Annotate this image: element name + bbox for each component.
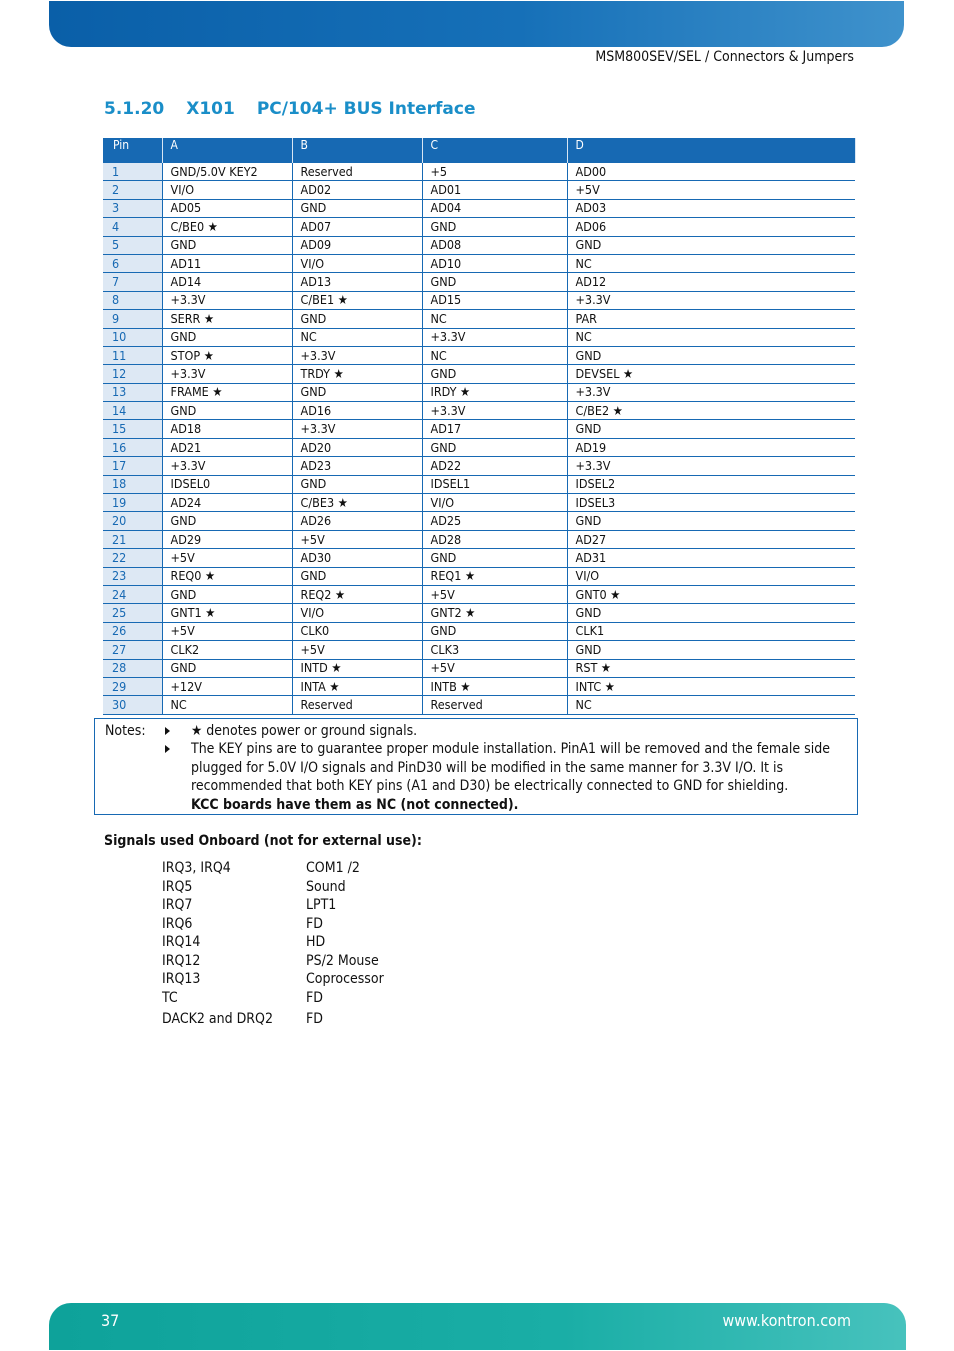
signal-cell: GND [292, 383, 422, 401]
signal-cell: NC [292, 328, 422, 346]
signal-cell: GND [567, 236, 855, 254]
pin-number-cell: 22 [103, 549, 162, 567]
signal-cell: INTB ★ [422, 677, 567, 695]
signal-cell: STOP ★ [162, 346, 292, 364]
signal-cell: +3.3V [567, 457, 855, 475]
signal-cell: C/BE0 ★ [162, 218, 292, 236]
pin-number-cell: 4 [103, 218, 162, 236]
signal-cell: +5V [422, 659, 567, 677]
connector-id: X101 [186, 99, 235, 119]
signal-cell: RST ★ [567, 659, 855, 677]
signal-cell: SERR ★ [162, 310, 292, 328]
signal-usage: HD [306, 934, 326, 950]
pin-assignment-table [103, 138, 856, 715]
signal-cell: +5V [292, 641, 422, 659]
pin-number-cell: 21 [103, 530, 162, 548]
signal-cell: GND [162, 328, 292, 346]
signal-cell: VI/O [422, 494, 567, 512]
signal-row [162, 916, 384, 935]
signal-name: IRQ14 [162, 934, 201, 950]
signal-cell: +5 [422, 163, 567, 181]
table-row [103, 457, 855, 475]
signals-list [162, 860, 384, 1030]
pin-number-cell: 7 [103, 273, 162, 291]
signal-usage: PS/2 Mouse [306, 952, 379, 969]
signal-cell: GND [162, 402, 292, 420]
signal-cell: IRDY ★ [422, 383, 567, 401]
table-row [103, 604, 855, 622]
pin-number-cell: 23 [103, 567, 162, 585]
signal-cell: AD18 [162, 420, 292, 438]
pin-number-cell: 16 [103, 438, 162, 456]
signal-cell: GND [292, 310, 422, 328]
signal-cell: CLK2 [162, 641, 292, 659]
pin-number-cell: 5 [103, 236, 162, 254]
signal-cell: VI/O [292, 254, 422, 272]
signal-cell: Reserved [292, 696, 422, 714]
note-text-line: plugged for 5.0V I/O signals and PinD30 will be modified in the same manner for 3.3V I/O. It is [191, 759, 784, 776]
signal-cell: NC [567, 254, 855, 272]
signal-cell: GND [567, 641, 855, 659]
column-header-a: A [162, 138, 292, 163]
page-number: 37 [101, 1311, 120, 1330]
note-text-line: The KEY pins are to guarantee proper module installation. PinA1 will be removed and the female side [191, 741, 830, 757]
signal-cell: NC [422, 310, 567, 328]
signal-cell: AD10 [422, 254, 567, 272]
pin-number-cell: 27 [103, 641, 162, 659]
pin-number-cell: 17 [103, 457, 162, 475]
signal-cell: AD16 [292, 402, 422, 420]
signal-usage: COM1 /2 [306, 860, 360, 876]
signal-cell: GND [567, 512, 855, 530]
pin-number-cell: 10 [103, 328, 162, 346]
signal-cell: GND/5.0V KEY2 [162, 163, 292, 181]
signal-cell: AD21 [162, 438, 292, 456]
signal-cell: CLK1 [567, 622, 855, 640]
pin-number-cell: 1 [103, 163, 162, 181]
signal-cell: AD30 [292, 549, 422, 567]
column-header-d: D [567, 138, 855, 163]
column-header-pin: Pin [103, 138, 162, 163]
signal-cell: +5V [292, 530, 422, 548]
table-row [103, 254, 855, 272]
signal-cell: PAR [567, 310, 855, 328]
section-title: PC/104+ BUS Interface [256, 99, 476, 119]
signal-row [162, 897, 384, 916]
signal-cell: +3.3V [162, 457, 292, 475]
table-row [103, 328, 855, 346]
signal-cell: NC [567, 328, 855, 346]
pin-number-cell: 30 [103, 696, 162, 714]
signal-cell: CLK0 [292, 622, 422, 640]
signal-cell: INTA ★ [292, 677, 422, 695]
signal-name: IRQ12 [162, 952, 201, 969]
signal-row [162, 971, 384, 990]
signal-cell: NC [567, 696, 855, 714]
table-row [103, 199, 855, 217]
signal-cell: +3.3V [422, 402, 567, 420]
signal-name: IRQ13 [162, 971, 201, 987]
column-header-c: C [422, 138, 567, 163]
signal-cell: AD07 [292, 218, 422, 236]
signal-cell: AD20 [292, 438, 422, 456]
bullet-arrow-icon [165, 745, 170, 753]
signal-cell: GND [162, 512, 292, 530]
website-link[interactable]: www.kontron.com [722, 1311, 851, 1330]
table-row [103, 677, 855, 695]
table-header-row [103, 138, 855, 163]
signal-usage: FD [306, 989, 323, 1006]
table-row [103, 365, 855, 383]
pin-number-cell: 6 [103, 254, 162, 272]
signal-cell: GND [422, 273, 567, 291]
signal-cell: VI/O [162, 181, 292, 199]
signal-cell: Reserved [422, 696, 567, 714]
pin-number-cell: 12 [103, 365, 162, 383]
signal-row [162, 953, 384, 972]
signal-cell: FRAME ★ [162, 383, 292, 401]
signal-cell: AD29 [162, 530, 292, 548]
footer-banner [49, 1303, 906, 1350]
table-row [103, 163, 855, 181]
table-row [103, 346, 855, 364]
signal-cell: GND [567, 420, 855, 438]
signal-cell: REQ2 ★ [292, 585, 422, 603]
note-text: ★ denotes power or ground signals. [191, 723, 418, 739]
signal-cell: AD03 [567, 199, 855, 217]
signal-cell: AD09 [292, 236, 422, 254]
signal-cell: AD14 [162, 273, 292, 291]
signal-cell: +3.3V [292, 420, 422, 438]
signal-cell: C/BE2 ★ [567, 402, 855, 420]
pin-number-cell: 3 [103, 199, 162, 217]
signal-cell: AD13 [292, 273, 422, 291]
pin-number-cell: 19 [103, 494, 162, 512]
signal-cell: AD19 [567, 438, 855, 456]
signal-cell: +3.3V [567, 291, 855, 309]
note-text-line: recommended that both KEY pins (A1 and D30) be electrically connected to GND for shielding. [191, 778, 789, 794]
signal-cell: Reserved [292, 163, 422, 181]
signal-cell: GND [422, 365, 567, 383]
signal-usage: FD [306, 1011, 323, 1027]
signal-row [162, 860, 384, 879]
signal-cell: AD24 [162, 494, 292, 512]
column-header-b: B [292, 138, 422, 163]
signal-cell: AD23 [292, 457, 422, 475]
signal-cell: IDSEL3 [567, 494, 855, 512]
signal-cell: AD05 [162, 199, 292, 217]
pin-number-cell: 28 [103, 659, 162, 677]
table-row [103, 438, 855, 456]
pin-number-cell: 15 [103, 420, 162, 438]
signal-cell: INTC ★ [567, 677, 855, 695]
signals-heading: Signals used Onboard (not for external use): [104, 833, 422, 849]
signal-cell: VI/O [292, 604, 422, 622]
pin-number-cell: 2 [103, 181, 162, 199]
signal-cell: AD12 [567, 273, 855, 291]
signal-usage: Sound [306, 878, 346, 895]
section-number: 5.1.20 [104, 99, 165, 119]
table-row [103, 659, 855, 677]
signal-name: TC [162, 989, 178, 1006]
signal-cell: AD00 [567, 163, 855, 181]
pin-number-cell: 9 [103, 310, 162, 328]
signal-row [162, 990, 384, 1009]
signal-cell: GNT0 ★ [567, 585, 855, 603]
signal-cell: AD17 [422, 420, 567, 438]
signal-cell: INTD ★ [292, 659, 422, 677]
signal-cell: IDSEL2 [567, 475, 855, 493]
notes-box [94, 718, 858, 815]
table-row [103, 530, 855, 548]
signal-name: IRQ6 [162, 915, 193, 932]
note-item-2 [165, 740, 835, 814]
table-row [103, 512, 855, 530]
table-row [103, 567, 855, 585]
document-header: MSM800SEV/SEL / Connectors & Jumpers [595, 49, 854, 65]
signal-row [162, 879, 384, 898]
table-row [103, 402, 855, 420]
signal-cell: GND [567, 604, 855, 622]
signal-name: IRQ3, IRQ4 [162, 860, 231, 876]
signal-cell: IDSEL0 [162, 475, 292, 493]
signal-cell: AD01 [422, 181, 567, 199]
pin-number-cell: 14 [103, 402, 162, 420]
table-row [103, 494, 855, 512]
signal-usage: LPT1 [306, 897, 337, 913]
signal-cell: GND [162, 236, 292, 254]
table-row [103, 236, 855, 254]
table-body [103, 163, 855, 714]
signal-cell: GND [422, 622, 567, 640]
signal-row [162, 934, 384, 953]
signal-name: DACK2 and DRQ2 [162, 1011, 273, 1027]
pin-number-cell: 26 [103, 622, 162, 640]
signal-cell: AD25 [422, 512, 567, 530]
signal-cell: +5V [162, 549, 292, 567]
signal-cell: +5V [162, 622, 292, 640]
signal-cell: AD15 [422, 291, 567, 309]
signal-cell: AD02 [292, 181, 422, 199]
table-row [103, 310, 855, 328]
note-item-1 [165, 722, 835, 741]
pin-number-cell: 18 [103, 475, 162, 493]
signal-cell: GND [162, 659, 292, 677]
table-row [103, 549, 855, 567]
signal-row [162, 1011, 384, 1030]
table-row [103, 696, 855, 714]
signal-cell: AD28 [422, 530, 567, 548]
table-row [103, 622, 855, 640]
signal-cell: CLK3 [422, 641, 567, 659]
signal-cell: AD22 [422, 457, 567, 475]
signal-cell: IDSEL1 [422, 475, 567, 493]
table-row [103, 475, 855, 493]
table-row [103, 420, 855, 438]
signal-cell: GND [292, 199, 422, 217]
signal-cell: NC [422, 346, 567, 364]
signal-cell: GNT1 ★ [162, 604, 292, 622]
signal-cell: GND [422, 438, 567, 456]
signal-cell: +3.3V [422, 328, 567, 346]
table-row [103, 273, 855, 291]
signal-cell: VI/O [567, 567, 855, 585]
table-row [103, 291, 855, 309]
signal-cell: +5V [422, 585, 567, 603]
signal-cell: AD31 [567, 549, 855, 567]
signal-usage: FD [306, 915, 323, 932]
signal-cell: REQ0 ★ [162, 567, 292, 585]
signal-cell: AD27 [567, 530, 855, 548]
pin-number-cell: 25 [103, 604, 162, 622]
signal-usage: Coprocessor [306, 971, 384, 987]
table-row [103, 585, 855, 603]
pin-number-cell: 13 [103, 383, 162, 401]
top-banner [49, 1, 904, 47]
signal-cell: AD04 [422, 199, 567, 217]
signal-cell: AD11 [162, 254, 292, 272]
table-row [103, 383, 855, 401]
signal-cell: GND [567, 346, 855, 364]
pin-number-cell: 8 [103, 291, 162, 309]
table-row [103, 181, 855, 199]
signal-cell: GND [292, 567, 422, 585]
signal-cell: +3.3V [162, 291, 292, 309]
pin-number-cell: 20 [103, 512, 162, 530]
signal-cell: +3.3V [162, 365, 292, 383]
signal-cell: C/BE3 ★ [292, 494, 422, 512]
signal-cell: GND [422, 218, 567, 236]
table-row [103, 218, 855, 236]
signal-cell: +12V [162, 677, 292, 695]
notes-label: Notes: [105, 723, 146, 739]
pin-number-cell: 24 [103, 585, 162, 603]
signal-cell: GND [292, 475, 422, 493]
pin-number-cell: 11 [103, 346, 162, 364]
signal-cell: AD06 [567, 218, 855, 236]
section-heading [104, 99, 476, 119]
signal-name: IRQ5 [162, 878, 193, 895]
signal-cell: REQ1 ★ [422, 567, 567, 585]
bullet-arrow-icon [165, 727, 170, 735]
signal-cell: GND [162, 585, 292, 603]
pin-number-cell: 29 [103, 677, 162, 695]
signal-cell: +5V [567, 181, 855, 199]
signal-cell: NC [162, 696, 292, 714]
signal-cell: TRDY ★ [292, 365, 422, 383]
signal-cell: GND [422, 549, 567, 567]
signal-cell: AD08 [422, 236, 567, 254]
signal-name: IRQ7 [162, 897, 193, 913]
signal-cell: GNT2 ★ [422, 604, 567, 622]
signal-cell: C/BE1 ★ [292, 291, 422, 309]
signal-cell: AD26 [292, 512, 422, 530]
table-row [103, 641, 855, 659]
signal-cell: +3.3V [567, 383, 855, 401]
signal-cell: DEVSEL ★ [567, 365, 855, 383]
signal-cell: +3.3V [292, 346, 422, 364]
note-bold-text: KCC boards have them as NC (not connected). [191, 796, 519, 813]
